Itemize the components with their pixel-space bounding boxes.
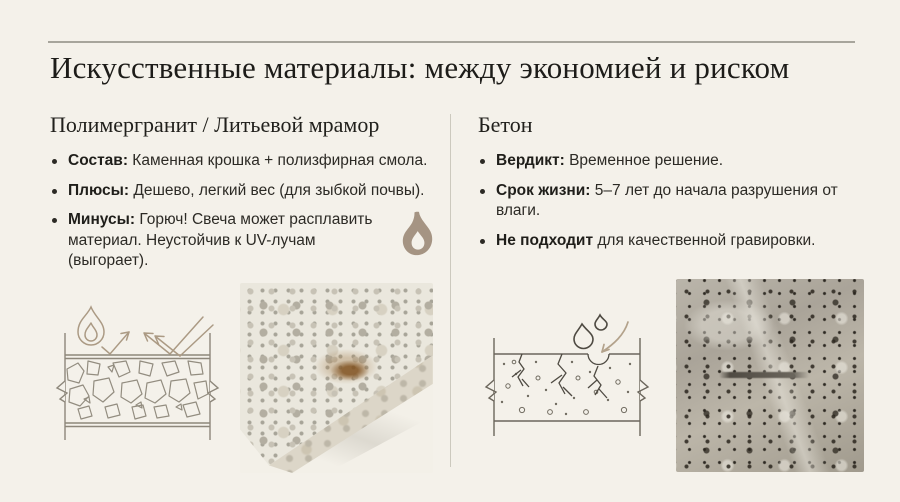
aggregate-dots bbox=[501, 361, 631, 415]
bullet-text: для качественной гравировки. bbox=[597, 231, 816, 249]
column-heading-right: Бетон bbox=[478, 112, 533, 137]
flammable-slab-diagram bbox=[50, 295, 225, 475]
uv-reflection-arrows-icon bbox=[102, 317, 213, 356]
list-item bbox=[478, 231, 862, 252]
column-divider bbox=[450, 114, 451, 467]
moisture-crack-diagram bbox=[478, 298, 653, 470]
list-item bbox=[50, 151, 442, 172]
list-item bbox=[478, 151, 862, 172]
slab-cross-section bbox=[57, 333, 218, 440]
bullet-list-right bbox=[478, 151, 862, 251]
list-item bbox=[50, 181, 442, 202]
bullet-lead: Плюсы: bbox=[68, 181, 130, 199]
bullet-text: Каменная крошка + полизфирная смола. bbox=[132, 152, 428, 169]
concrete-texture-photo bbox=[676, 279, 864, 472]
flame-icon bbox=[399, 210, 437, 257]
bullet-lead: Не подходит bbox=[496, 231, 594, 249]
water-drops-icon bbox=[574, 315, 607, 349]
bullet-text: Горюч! Свеча может расплавить материал. Неустойчив к UV-лучам (выгорает). bbox=[68, 211, 373, 270]
engraving-groove bbox=[719, 372, 809, 378]
cast-marble-photo bbox=[240, 283, 433, 473]
page-title: Искусственные материалы: между экономией и риском bbox=[50, 50, 790, 85]
burn-mark bbox=[240, 283, 433, 473]
bullet-lead: Минусы: bbox=[68, 211, 136, 229]
column-polymer-granite bbox=[50, 112, 442, 281]
stone-chips bbox=[67, 361, 208, 419]
bullet-text: Дешево, легкий вес (для зыбкой почвы). bbox=[133, 181, 425, 199]
bullet-list-left bbox=[50, 151, 442, 272]
bullet-text: 5–7 лет до начала разрушения от влаги. bbox=[496, 181, 838, 220]
bullet-lead: Вердикт: bbox=[496, 152, 565, 169]
list-item bbox=[478, 181, 862, 222]
column-concrete bbox=[478, 112, 862, 260]
bullet-lead: Срок жизни: bbox=[496, 181, 591, 199]
top-divider-rule bbox=[48, 41, 855, 43]
list-item bbox=[50, 210, 442, 272]
bullet-text: Временное решение. bbox=[569, 152, 724, 169]
column-heading-left: Полимергранит / Литьевой мрамор bbox=[50, 112, 380, 137]
bullet-lead: Состав: bbox=[68, 152, 128, 169]
flame-outline-icon bbox=[78, 307, 104, 345]
